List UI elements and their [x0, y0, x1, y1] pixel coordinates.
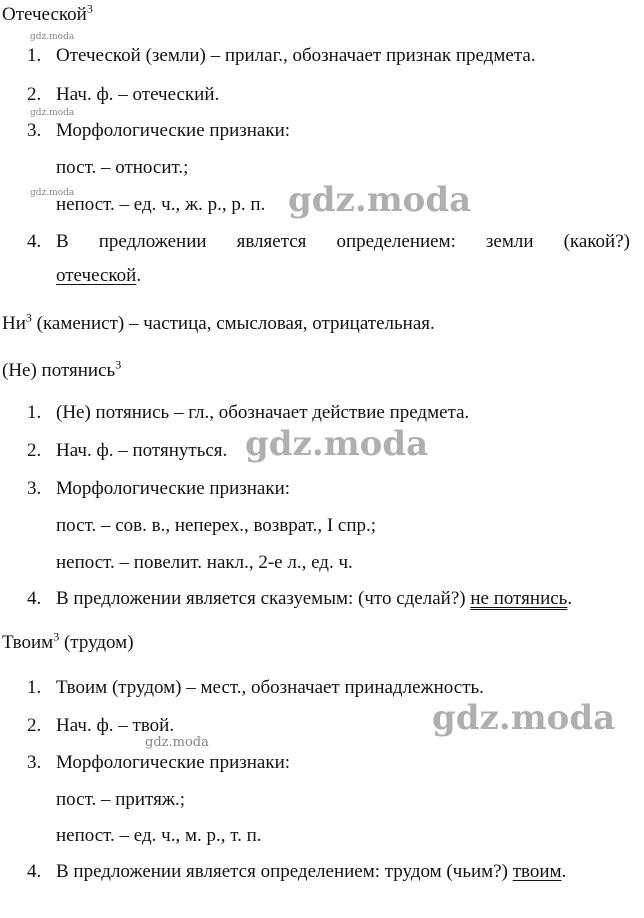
heading-word: Твоим	[2, 632, 54, 653]
word: является	[236, 231, 307, 252]
heading-superscript: 3	[53, 629, 60, 644]
sentence-text: В предложении является определением: трудом (чьим?)	[56, 861, 513, 882]
heading-word: Отеческой	[2, 4, 87, 25]
answer-punct: .	[561, 861, 567, 882]
word: определением:	[336, 231, 456, 252]
watermark-small: gdz.moda	[30, 108, 75, 118]
sub-text: пост. – относит.;	[56, 157, 189, 178]
watermark-small: gdz.moda	[30, 188, 75, 198]
item-text	[56, 861, 566, 883]
item-number: 4.	[27, 588, 42, 609]
sub-text: непост. – ед. ч., ж. р., р. п.	[56, 194, 266, 215]
item-number: 2.	[27, 715, 42, 736]
item-number: 3.	[27, 752, 42, 773]
item-text: Морфологические признаки:	[56, 478, 291, 499]
ni-superscript: 3	[25, 310, 32, 325]
item-text: Морфологические признаки:	[56, 752, 291, 773]
sub-text: непост. – ед. ч., м. р., т. п.	[56, 825, 262, 846]
answer-punct: .	[136, 265, 142, 286]
answer-word: не потянись	[470, 588, 568, 609]
justified-sentence	[56, 231, 630, 253]
heading-superscript: 3	[86, 1, 93, 16]
item-number: 1.	[27, 677, 42, 698]
answer-punct: .	[567, 588, 573, 609]
item-number: 4.	[27, 861, 42, 882]
item-text: Нач. ф. – твой.	[56, 715, 175, 736]
item-text: Отеческой (земли) – прилаг., обозначает признак предмета.	[56, 45, 536, 66]
heading-tvoim	[2, 629, 134, 654]
item-text: (Не) потянись – гл., обозначает действие предмета.	[56, 402, 470, 423]
item-text: Нач. ф. – отеческий.	[56, 84, 220, 105]
heading-rest: (трудом)	[59, 632, 134, 653]
heading-word: (Не) потянись	[2, 360, 116, 381]
ni-word: Ни	[2, 313, 26, 334]
word: (какой?)	[563, 231, 630, 252]
item-text: Нач. ф. – потянуться.	[56, 440, 228, 461]
item-number: 3.	[27, 120, 42, 141]
item-text: Морфологические признаки:	[56, 120, 291, 141]
item-number: 2.	[27, 84, 42, 105]
watermark-small: gdz.moda	[145, 735, 209, 750]
heading-otecheskoy	[2, 1, 93, 26]
sentence-text: В предложении является сказуемым: (что сделай?)	[56, 588, 471, 609]
answer-word: отеческой	[56, 265, 137, 286]
sub-text: непост. – повелит. накл., 2-е л., ед. ч.	[56, 552, 353, 573]
watermark-large: gdz.moda	[432, 698, 616, 738]
item-number: 2.	[27, 440, 42, 461]
watermark-large: gdz.moda	[288, 180, 472, 220]
heading-superscript: 3	[115, 357, 122, 372]
word: земли	[485, 231, 534, 252]
item-number: 1.	[27, 402, 42, 423]
s1-answer-line	[56, 265, 141, 287]
item-text	[56, 588, 572, 610]
sub-text: пост. – сов. в., неперех., возврат., I спр.;	[56, 515, 377, 536]
ni-line	[2, 310, 435, 335]
watermark-large: gdz.moda	[245, 424, 429, 464]
watermark-small: gdz.moda	[30, 32, 75, 42]
sub-text: пост. – притяж.;	[56, 789, 185, 810]
word: В	[56, 231, 69, 252]
heading-ne-potyanis	[2, 357, 122, 382]
item-number: 4.	[27, 231, 42, 252]
item-number: 3.	[27, 478, 42, 499]
answer-word: твоим	[512, 861, 562, 882]
item-number: 1.	[27, 45, 42, 66]
ni-description: (каменист) – частица, смысловая, отрицательная.	[31, 313, 435, 334]
word: предложении	[98, 231, 207, 252]
item-text: Твоим (трудом) – мест., обозначает принадлежность.	[56, 677, 484, 698]
